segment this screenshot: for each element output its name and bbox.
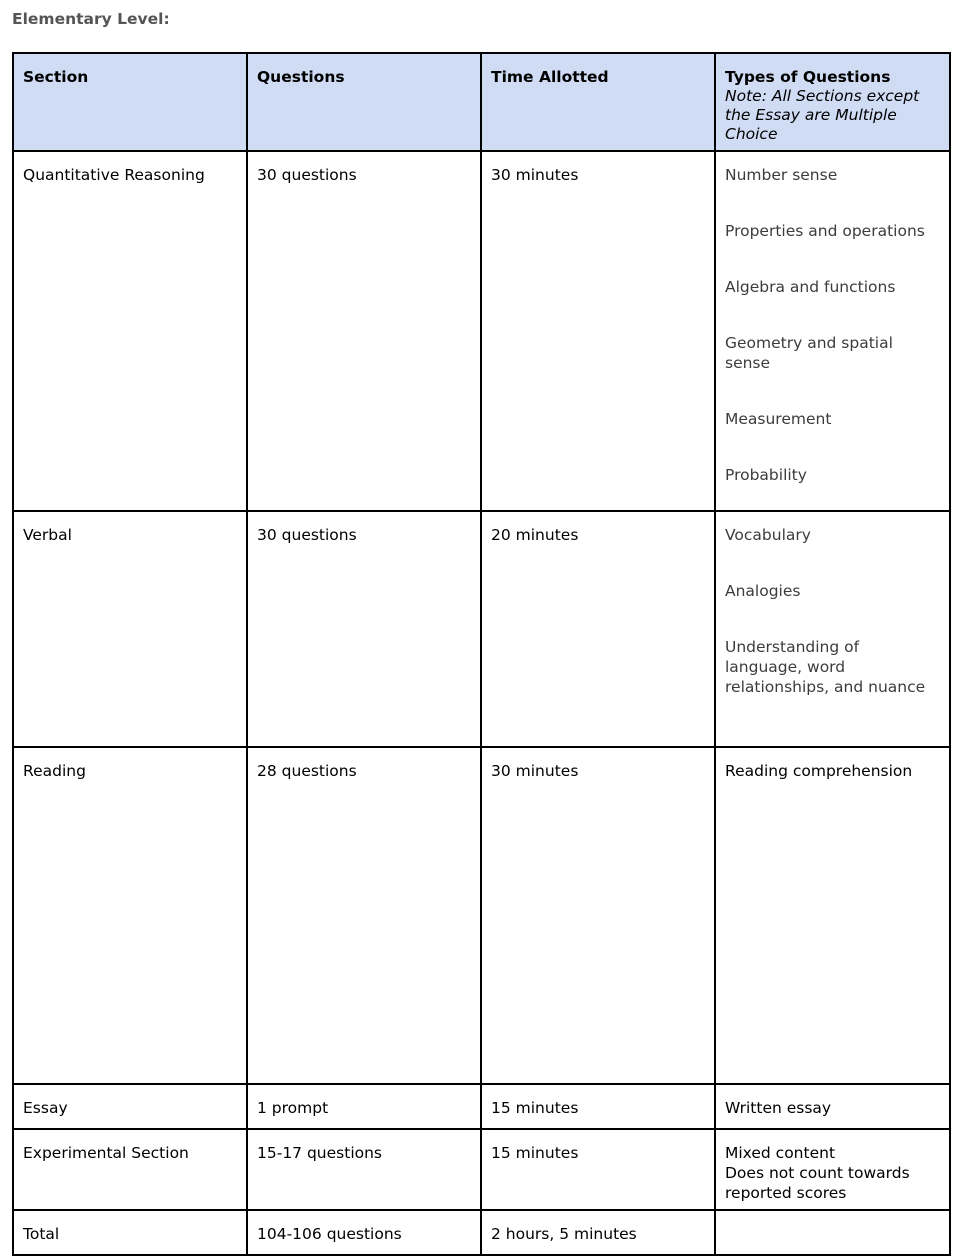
types-cell: [715, 747, 950, 1084]
header-questions: Questions: [247, 53, 481, 151]
types-cell: [715, 151, 950, 511]
type-item: Measurement: [725, 410, 832, 428]
type-item: Understanding of language, word relationships, and nuance: [725, 638, 926, 696]
section-cell: Verbal: [13, 511, 247, 747]
time-cell: 20 minutes: [481, 511, 715, 747]
table-row: [13, 747, 950, 1084]
questions-cell: 28 questions: [247, 747, 481, 1084]
types-cell: [715, 1084, 950, 1129]
section-cell: Total: [13, 1210, 247, 1255]
test-sections-table: [12, 52, 951, 1256]
type-item: Properties and operations: [725, 222, 925, 240]
header-time: Time Allotted: [481, 53, 715, 151]
time-cell: 30 minutes: [481, 151, 715, 511]
table-row: [13, 1084, 950, 1129]
header-note: Note: All Sections except the Essay are Multiple Choice: [725, 87, 920, 143]
table-row-total: [13, 1210, 950, 1255]
header-types: [715, 53, 950, 151]
type-item: Geometry and spatial sense: [725, 334, 893, 372]
table-row: [13, 1129, 950, 1210]
types-cell: [715, 1210, 950, 1255]
questions-cell: 104-106 questions: [247, 1210, 481, 1255]
time-cell: 30 minutes: [481, 747, 715, 1084]
type-item: Reading comprehension: [725, 762, 913, 780]
type-item: Algebra and functions: [725, 278, 896, 296]
questions-cell: 30 questions: [247, 511, 481, 747]
questions-cell: 30 questions: [247, 151, 481, 511]
type-item: Analogies: [725, 582, 801, 600]
type-item: Number sense: [725, 166, 838, 184]
type-item: Probability: [725, 466, 807, 484]
time-cell: 15 minutes: [481, 1084, 715, 1129]
table-header-row: [13, 53, 950, 151]
section-cell: Experimental Section: [13, 1129, 247, 1210]
type-item: Vocabulary: [725, 526, 811, 544]
type-item: Does not count towards reported scores: [725, 1164, 910, 1202]
section-cell: Essay: [13, 1084, 247, 1129]
section-cell: Quantitative Reasoning: [13, 151, 247, 511]
types-cell: [715, 511, 950, 747]
table-row: [13, 151, 950, 511]
type-item: Mixed content: [725, 1144, 836, 1162]
section-cell: Reading: [13, 747, 247, 1084]
table-row: [13, 511, 950, 747]
questions-cell: 1 prompt: [247, 1084, 481, 1129]
time-cell: 15 minutes: [481, 1129, 715, 1210]
header-section: Section: [13, 53, 247, 151]
types-cell: [715, 1129, 950, 1210]
type-item: Written essay: [725, 1099, 832, 1117]
time-cell: 2 hours, 5 minutes: [481, 1210, 715, 1255]
page-heading: Elementary Level:: [12, 10, 170, 28]
header-types-label: Types of Questions: [725, 68, 891, 86]
questions-cell: 15-17 questions: [247, 1129, 481, 1210]
